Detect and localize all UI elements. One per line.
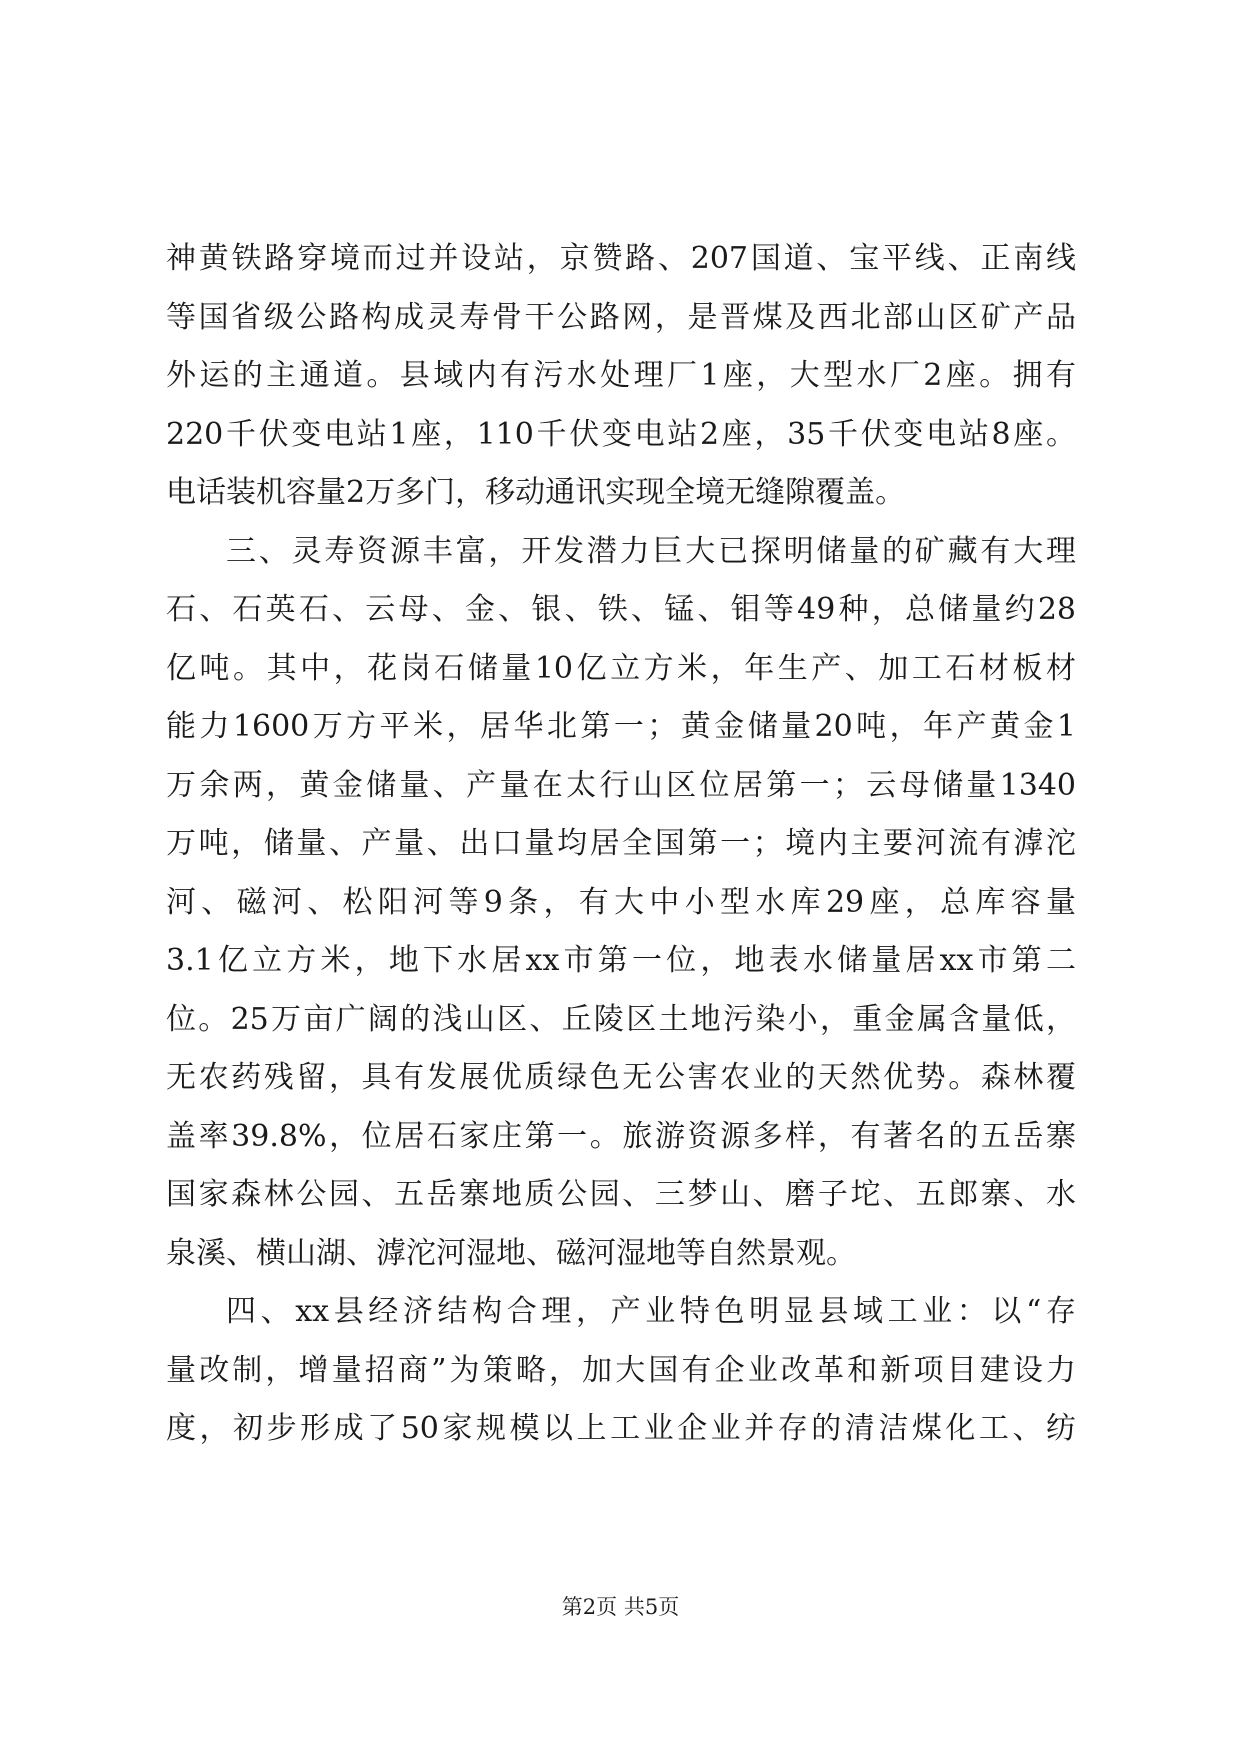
text-line: 河、磁河、松阳河等9条，有大中小型水库29座，总库容量 xyxy=(166,884,1076,920)
text-line: 外运的主通道。县域内有污水处理厂1座，大型水厂2座。拥有 xyxy=(166,358,1076,393)
text-line: 盖率39.8%，位居石家庄第一。旅游资源多样，有著名的五岳寨 xyxy=(166,1118,1076,1154)
page-footer: 第2页 共5页 xyxy=(561,1595,680,1619)
text-line: 国家森林公园、五岳寨地质公园、三梦山、磨子坨、五郎寨、水 xyxy=(166,1177,1076,1212)
text-line: 四、xx县经济结构合理，产业特色明显县域工业：以“存 xyxy=(226,1294,1076,1329)
text-line: 等国省级公路构成灵寿骨干公路网，是晋煤及西北部山区矿产品 xyxy=(166,299,1076,335)
text-line: 石、石英石、云母、金、银、铁、锰、钼等49种，总储量约28 xyxy=(166,592,1076,627)
text-line: 泉溪、横山湖、滹沱河湿地、磁河湿地等自然景观。 xyxy=(166,1235,856,1271)
text-line: 万余两，黄金储量、产量在太行山区位居第一；云母储量1340 xyxy=(166,767,1076,803)
text-line: 度，初步形成了50家规模以上工业企业并存的清洁煤化工、纺 xyxy=(166,1411,1076,1446)
text-line: 三、灵寿资源丰富，开发潜力巨大已探明储量的矿藏有大理 xyxy=(226,533,1076,569)
text-line: 亿吨。其中，花岗石储量10亿立方米，年生产、加工石材板材 xyxy=(166,650,1076,686)
text-line: 无农药残留，具有发展优质绿色无公害农业的天然优势。森林覆 xyxy=(166,1060,1076,1095)
text-line: 能力1600万方平米，居华北第一；黄金储量20吨，年产黄金1 xyxy=(166,709,1076,744)
text-line: 电话装机容量2万多门，移动通讯实现全境无缝隙覆盖。 xyxy=(166,475,906,510)
text-line: 神黄铁路穿境而过并设站，京赞路、207国道、宝平线、正南线 xyxy=(166,241,1076,276)
text-line: 3.1亿立方米，地下水居xx市第一位，地表水储量居xx市第二 xyxy=(166,943,1076,978)
text-line: 万吨，储量、产量、出口量均居全国第一；境内主要河流有滹沱 xyxy=(166,826,1076,861)
text-line: 位。25万亩广阔的浅山区、丘陵区土地污染小，重金属含量低， xyxy=(166,1001,1076,1037)
body-text xyxy=(166,230,1076,1459)
text-line: 量改制，增量招商”为策略，加大国有企业改革和新项目建设力 xyxy=(166,1352,1076,1388)
text-line: 220千伏变电站1座，110千伏变电站2座，35千伏变电站8座。 xyxy=(166,416,1076,452)
